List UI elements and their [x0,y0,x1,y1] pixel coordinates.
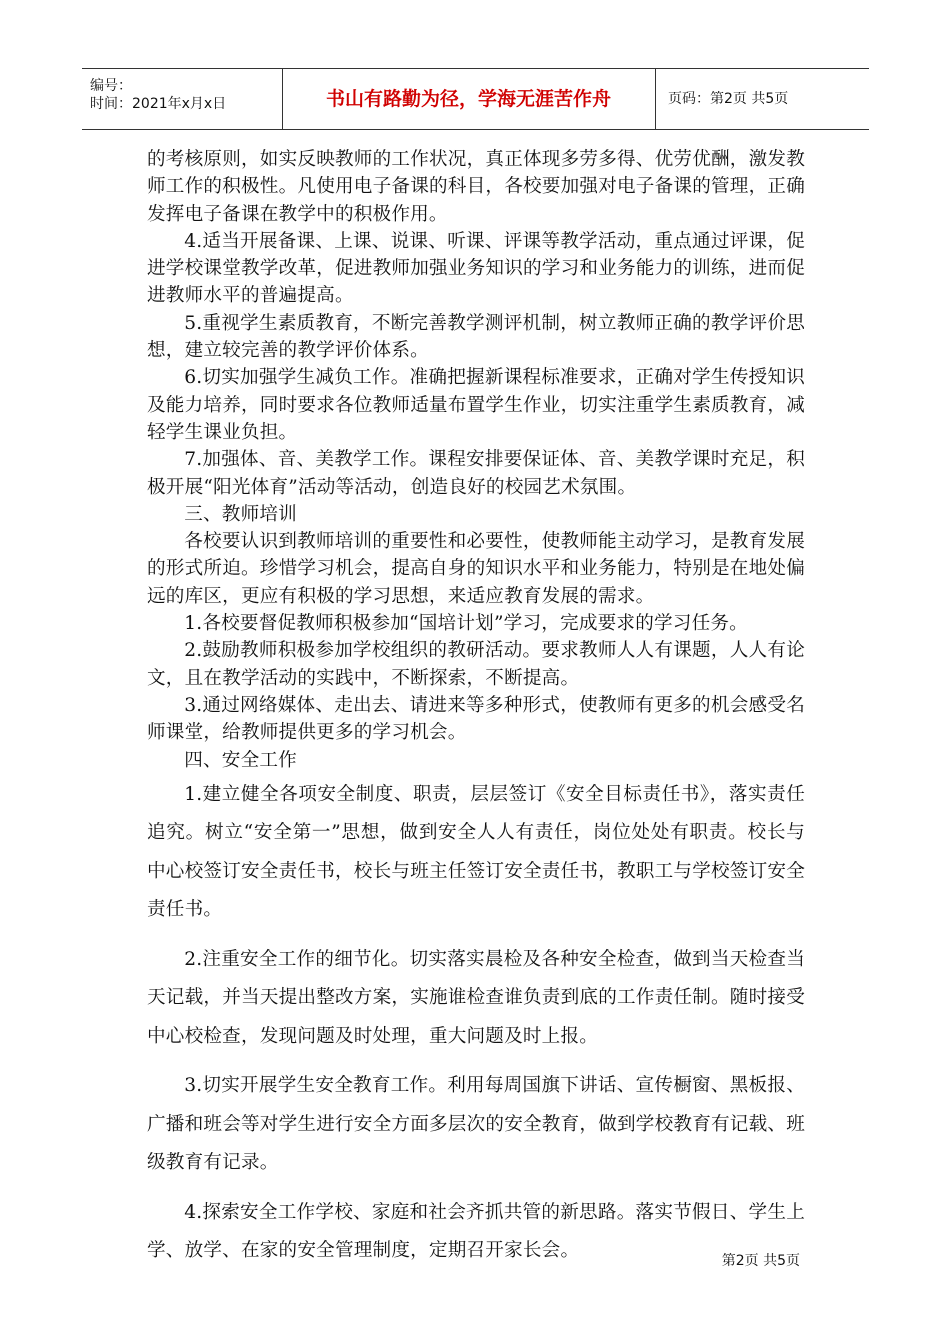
paragraph: 2.鼓励教师积极参加学校组织的教研活动。要求教师人人有课题，人人有论文，且在教学活动的实践中，不断探索，不断提高。 [147,640,805,689]
document-body [147,146,805,1282]
header-meta [82,69,283,129]
document-date: 时间：2021年x月x日 [90,96,227,112]
paragraph: 3.切实开展学生安全教育工作。利用每周国旗下讲话、宣传橱窗、黑板报、广播和班会等对学生进行安全方面多层次的安全教育，做到学校教育有记载、班级教育有记录。 [147,1075,805,1174]
paragraph: 1.建立健全各项安全制度、职责，层层签订《安全目标责任书》，落实责任追究。树立“安全第一”思想，做到安全人人有责任，岗位处处有职责。校长与中心校签订安全责任书，校长与班主任签订安全责任书，教职工与学校签订安全责任书。 [147,783,805,921]
page-footer: 第2页 共5页 [721,1253,800,1269]
paragraph: 4.适当开展备课、上课、说课、听课、评课等教学活动，重点通过评课，促进学校课堂教学改革，促进教师加强业务知识的学习和业务能力的训练，进而促进教师水平的普遍提高。 [147,230,805,307]
header-motto: 书山有路勤为径，学海无涯苦作舟 [282,69,656,129]
paragraph: 的考核原则，如实反映教师的工作状况，真正体现多劳多得、优劳优酬，激发教师工作的积极性。凡使用电子备课的科目，各校要加强对电子备课的管理，正确发挥电子备课在教学中的积极作用。 [147,149,805,225]
paragraph: 4.探索安全工作学校、家庭和社会齐抓共管的新思路。落实节假日、学生上学、放学、在家的安全管理制度，定期召开家长会。 [147,1201,805,1262]
paragraph: 3.通过网络媒体、走出去、请进来等多种形式，使教师有更多的机会感受名师课堂，给教师提供更多的学习机会。 [147,694,805,744]
header-page-number: 页码：第2页 共5页 [668,91,789,107]
section-heading: 三、教师培训 [184,503,297,525]
paragraph: 5.重视学生素质教育，不断完善教学测评机制，树立教师正确的教学评价思想，建立较完善的教学评价体系。 [147,312,805,362]
paragraph: 6.切实加强学生减负工作。准确把握新课程标准要求，正确对学生传授知识及能力培养，同时要求各位教师适量布置学生作业，切实注重学生素质教育，减轻学生课业负担。 [147,367,805,443]
document-number: 编号： [90,78,132,94]
section-heading: 四、安全工作 [184,749,297,771]
paragraph: 2.注重安全工作的细节化。切实落实晨检及各种安全检查，做到当天检查当天记载，并当天提出整改方案，实施谁检查谁负责到底的工作责任制。随时接受中心校检查，发现问题及时处理，重大问题及时上报。 [147,948,805,1047]
paragraph: 7.加强体、音、美教学工作。课程安排要保证体、音、美教学课时充足，积极开展“阳光体育”活动等活动，创造良好的校园艺术氛围。 [147,449,805,498]
page-header [82,68,869,130]
paragraph: 1.各校要督促教师积极参加“国培计划”学习，完成要求的学习任务。 [184,613,748,635]
paragraph: 各校要认识到教师培训的重要性和必要性，使教师能主动学习，是教育发展的形式所迫。珍惜学习机会，提高自身的知识水平和业务能力，特别是在地处偏远的库区，更应有积极的学习思想，来适应教育发展的需求。 [147,531,805,607]
